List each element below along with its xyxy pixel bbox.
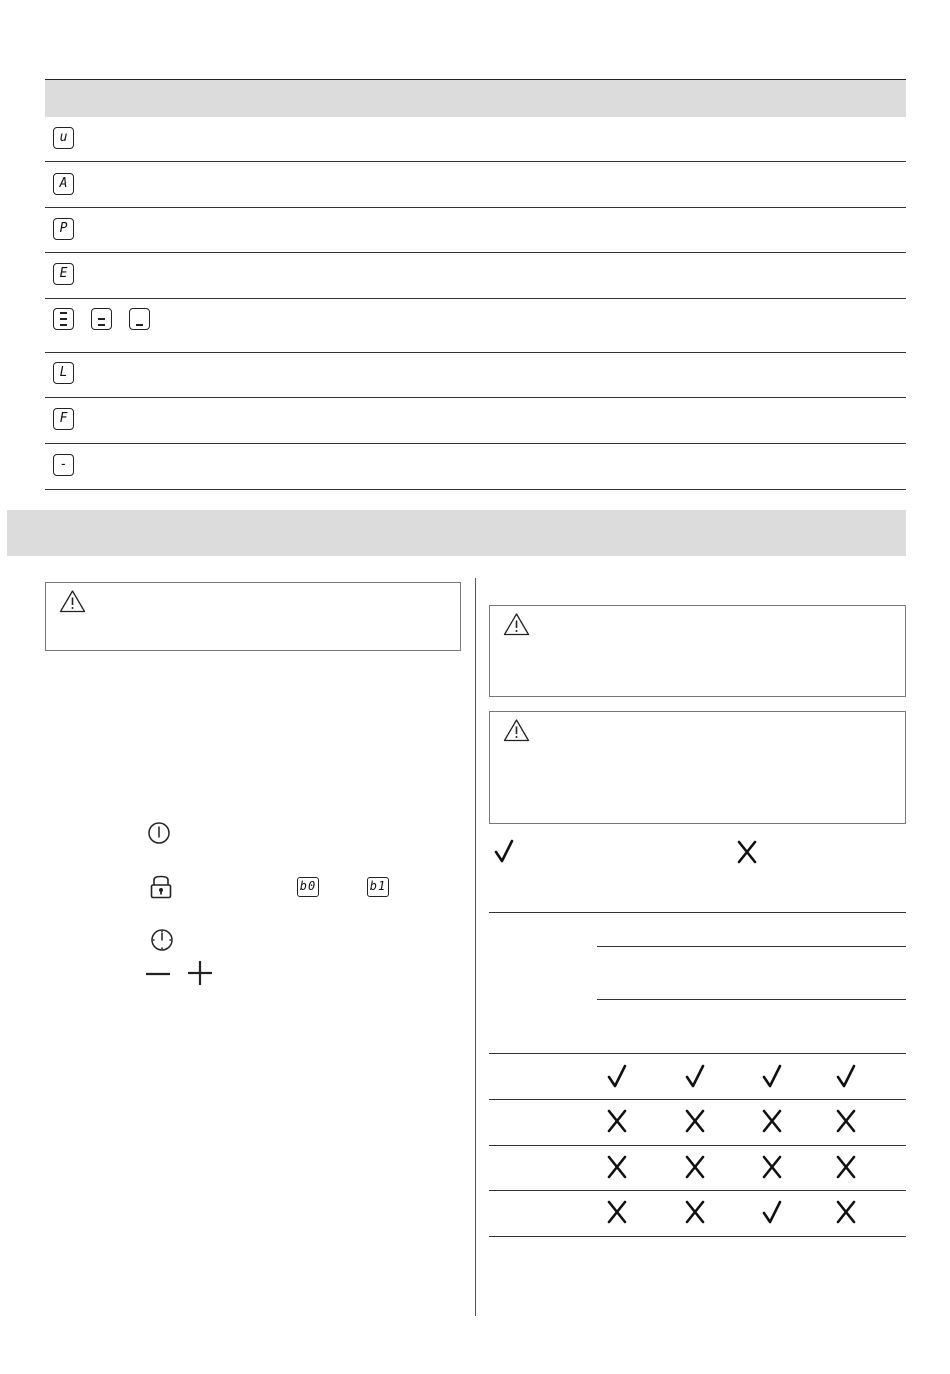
warning-box — [489, 605, 906, 697]
timer-icon — [150, 928, 174, 952]
table-row — [45, 353, 906, 398]
table-rule — [489, 1053, 906, 1054]
cross-icon — [735, 839, 759, 865]
table-row — [45, 398, 906, 444]
display-symbol: L — [53, 362, 74, 384]
power-icon — [147, 821, 171, 845]
warning-icon — [503, 612, 530, 636]
warning-icon — [503, 718, 530, 742]
cross-icon — [834, 1108, 858, 1134]
check-icon — [834, 1063, 858, 1089]
lock-icon — [150, 875, 172, 899]
table-row — [45, 253, 906, 299]
check-icon — [760, 1199, 784, 1225]
display-symbol: - — [53, 454, 74, 476]
section-heading-band — [7, 510, 906, 556]
table-rule — [489, 912, 906, 913]
cross-icon — [605, 1154, 629, 1180]
table-row — [45, 116, 906, 162]
residual-heat-3-icon — [53, 308, 74, 330]
minus-icon — [145, 962, 171, 986]
display-symbol: E — [53, 263, 74, 285]
check-icon — [605, 1063, 629, 1089]
check-icon — [760, 1063, 784, 1089]
table-rule — [489, 1236, 906, 1237]
table-row — [45, 444, 906, 490]
display-code-b1: b1 — [367, 877, 389, 897]
display-symbol: F — [53, 408, 74, 430]
residual-heat-1-icon — [129, 308, 150, 330]
cross-icon — [760, 1108, 784, 1134]
check-icon — [492, 838, 516, 864]
table-rule — [489, 1190, 906, 1191]
table-row — [45, 208, 906, 253]
column-divider — [475, 578, 476, 1316]
table-rule — [489, 1145, 906, 1146]
table-rule — [597, 999, 906, 1000]
cross-icon — [834, 1154, 858, 1180]
table-row — [45, 299, 906, 353]
plus-icon — [187, 960, 213, 986]
display-table-header — [45, 79, 906, 117]
cross-icon — [683, 1199, 707, 1225]
warning-box — [489, 711, 906, 824]
display-symbol: P — [53, 218, 74, 240]
cross-icon — [683, 1154, 707, 1180]
display-symbol: u — [53, 127, 74, 149]
cross-icon — [760, 1154, 784, 1180]
table-rule — [489, 1099, 906, 1100]
check-icon — [683, 1063, 707, 1089]
cross-icon — [605, 1108, 629, 1134]
cross-icon — [683, 1108, 707, 1134]
display-code-b0: b0 — [297, 877, 319, 897]
cross-icon — [605, 1199, 629, 1225]
cross-icon — [834, 1199, 858, 1225]
residual-heat-2-icon — [91, 308, 112, 330]
display-symbol: A — [53, 173, 74, 195]
table-rule — [597, 946, 906, 947]
table-row — [45, 162, 906, 208]
warning-icon — [59, 589, 86, 613]
warning-box — [45, 582, 461, 651]
